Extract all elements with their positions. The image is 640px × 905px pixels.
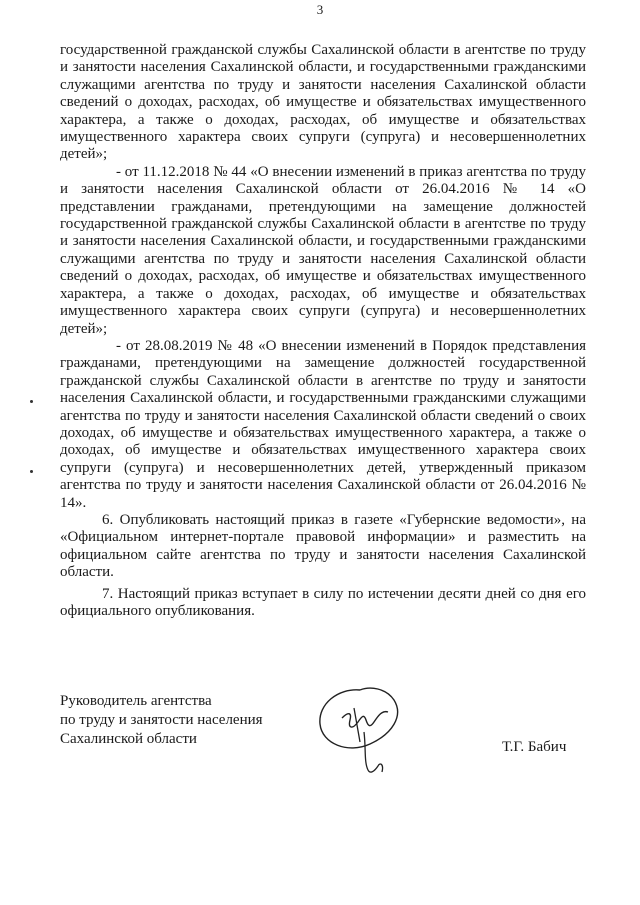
signer-title-line: по труду и занятости населения (60, 712, 263, 728)
signer-title-line: Руководитель агентства (60, 693, 212, 709)
paragraph-clause-6: 6. Опубликовать настоящий приказ в газете «Губернские ведомости», на «Официальном интернет-портале правовой информации» и разместить на официальном сайте агентства по труду и занятости населения Сахалинской области. (60, 511, 586, 581)
signer-name: Т.Г. Бабич (502, 739, 567, 755)
document-body (60, 42, 586, 620)
paragraph-item-2019: - от 28.08.2019 № 48 «О внесении изменений в Порядок представления гражданами, претендующими на замещение должностей государственной гражданской службы Сахалинской области в агентстве по труду и занятости населения Сахалинской области, и государственными гражданскими служащими агентства по труду и занятости населения Сахалинской области сведений о своих доходах, об имуществе и обязательствах имущественного характера, а также о доходах, об имуществе и обязательствах имущественного характера своих супруги (супруга) и несовершеннолетних детей, утвержденный приказом агентства по труду и занятости населения Сахалинской области от 26.04.2016 № 14». (60, 337, 586, 511)
paragraph-item-2018: - от 11.12.2018 № 44 «О внесении изменений в приказ агентства по труду и занятости населения Сахалинской области от 26.04.2016 № 14 «О представлении гражданами, претендующими на замещение должностей государственной гражданской службы Сахалинской области в агентстве по труду и занятости населения Сахалинской области, и государственными гражданскими служащими агентства по труду и занятости населения Сахалинской области сведений о доходах, расходах, об имуществе и обязательствах имущественного характера, а также о доходах, расходах, об имуществе и обязательствах имущественного характера своих супруги (супруга) и несовершеннолетних детей»; (60, 163, 586, 337)
handwritten-signature (308, 682, 418, 782)
paragraph-clause-7: 7. Настоящий приказ вступает в силу по истечении десяти дней со дня его официального опубликования. (60, 585, 586, 619)
signer-title-line: Сахалинской области (60, 731, 197, 747)
scan-mark (30, 470, 33, 473)
page-number: 3 (316, 2, 324, 17)
scan-mark (30, 400, 33, 403)
signature-block (60, 692, 600, 755)
paragraph-continuation: государственной гражданской службы Сахалинской области в агентстве по труду и занятости населения Сахалинской области, и государственными гражданскими служащими агентства по труду и занятости населения Сахалинской области сведений о доходах, расходах, об имуществе и обязательствах имущественного характера, а также о доходах, расходах, об имуществе и обязательствах имущественного характера своих супруги (супруга) и несовершеннолетних детей»; (60, 42, 586, 163)
